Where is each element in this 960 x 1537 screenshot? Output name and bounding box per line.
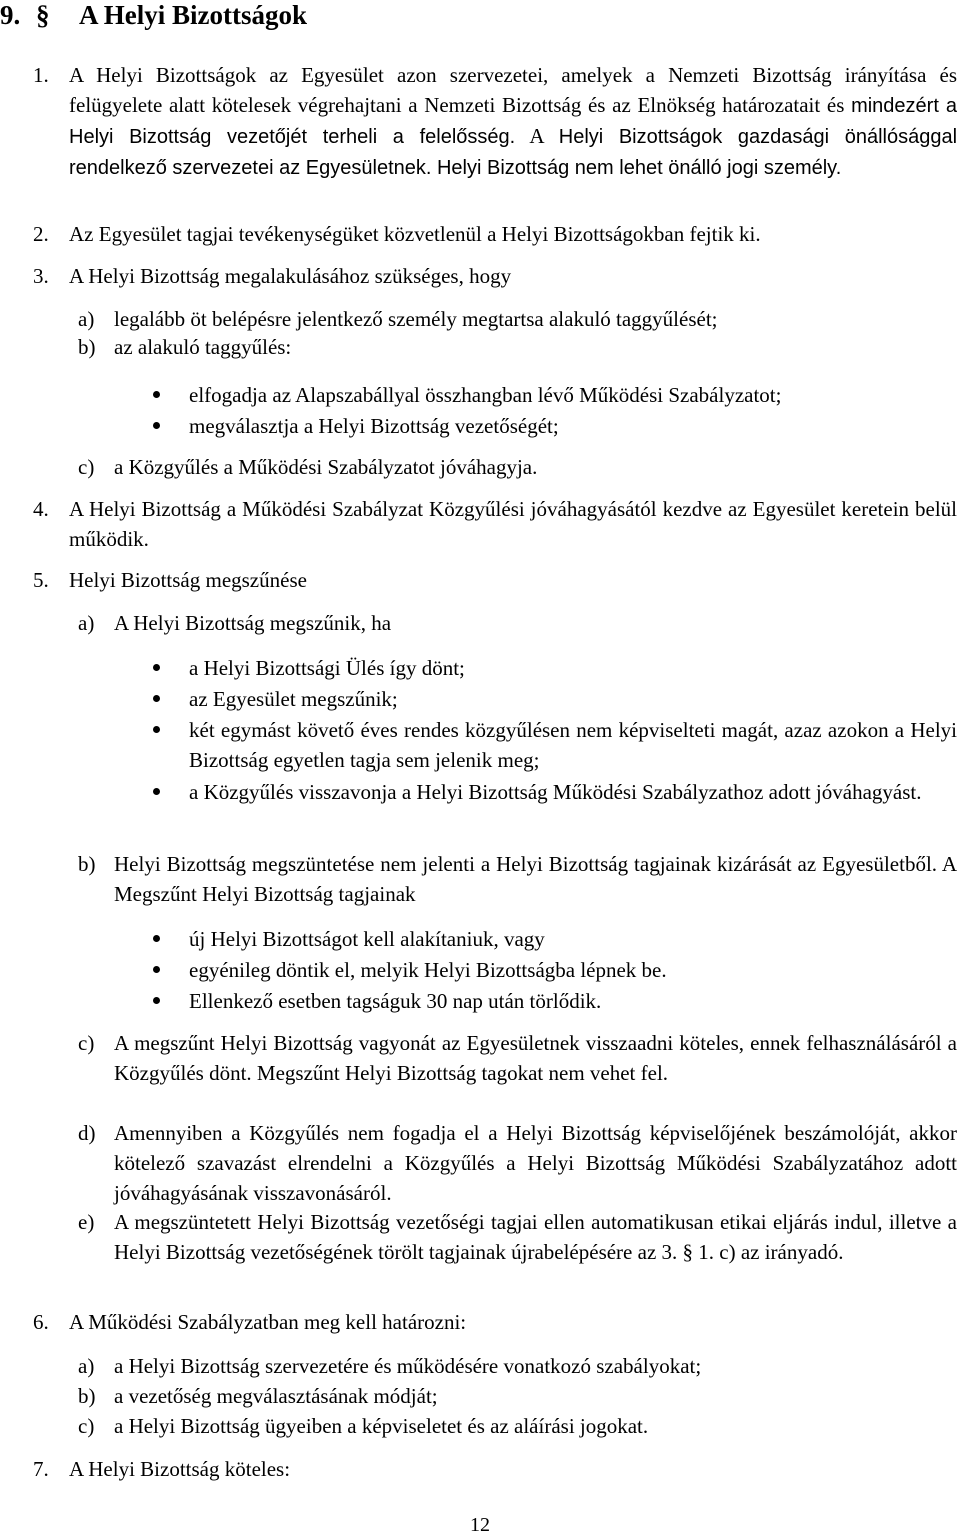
p5-label-a: a) bbox=[78, 611, 95, 635]
p3-label-c: c) bbox=[78, 455, 95, 479]
paragraph-1 bbox=[69, 60, 957, 183]
p3-item-b: az alakuló taggyűlés: bbox=[114, 335, 292, 359]
item-number-7: 7. bbox=[33, 1457, 49, 1481]
p6-item-a: a Helyi Bizottság szervezetére és működésére vonatkozó szabályokat; bbox=[114, 1354, 702, 1378]
p5-label-e: e) bbox=[78, 1210, 95, 1234]
p5-item-c: A megszűnt Helyi Bizottság vagyonát az Egyesületnek visszaadni köteles, ennek felhasználásáról a Közgyűlés dönt. Megszűnt Helyi Bizottság tagokat nem vehet fel. bbox=[114, 1031, 957, 1085]
paragraph-3: A Helyi Bizottság megalakulásához szükséges, hogy bbox=[69, 264, 512, 288]
paragraph-1-serif-lead: A Helyi Bizottságok az Egyesület azon szervezetei, amelyek a Nemzeti Bizottság irányítása és felügyelete alatt kötelesek végrehajtani a Nemzeti Bizottság és az Elnökség határozatait és bbox=[69, 63, 957, 117]
p5-b-bullet-3: Ellenkező esetben tagságuk 30 nap után törlődik. bbox=[189, 989, 602, 1013]
p5-b-bullet-1: új Helyi Bizottságot kell alakítaniuk, vagy bbox=[189, 927, 545, 951]
p5-a-bullet-3: két egymást követő éves rendes közgyűlésen nem képviselteti magát, azaz azokon a Helyi Bizottság egyetlen tagja sem jelenik meg; bbox=[189, 718, 957, 772]
p3-item-a: legalább öt belépésre jelentkező személy megtartsa alakuló taggyűlését; bbox=[114, 307, 718, 331]
paragraph-4: A Helyi Bizottság a Működési Szabályzat Közgyűlési jóváhagyásától kezdve az Egyesület keretein belül működik. bbox=[69, 497, 957, 551]
p5-a-bullet-1: a Helyi Bizottsági Ülés így dönt; bbox=[189, 656, 465, 680]
p5-label-b: b) bbox=[78, 852, 96, 876]
p5-b-bullet-2: egyénileg döntik el, melyik Helyi Bizottságba lépnek be. bbox=[189, 958, 667, 982]
item-number-3: 3. bbox=[33, 264, 49, 288]
paragraph-6: A Működési Szabályzatban meg kell határozni: bbox=[69, 1310, 467, 1334]
p5-label-d: d) bbox=[78, 1121, 96, 1145]
paragraph-1-serif-mid: A bbox=[529, 124, 544, 148]
paragraph-5: Helyi Bizottság megszűnése bbox=[69, 568, 307, 592]
item-number-1: 1. bbox=[33, 63, 49, 87]
item-number-4: 4. bbox=[33, 497, 49, 521]
p3-item-c: a Közgyűlés a Működési Szabályzatot jóváhagyja. bbox=[114, 455, 538, 479]
p6-label-b: b) bbox=[78, 1384, 96, 1408]
p5-item-b: Helyi Bizottság megszüntetése nem jelenti a Helyi Bizottság tagjainak kizárását az Egyesületből. A Megszűnt Helyi Bizottság tagjainak bbox=[114, 852, 957, 906]
p5-a-bullet-2: az Egyesület megszűnik; bbox=[189, 687, 398, 711]
p6-label-c: c) bbox=[78, 1414, 95, 1438]
p5-label-c: c) bbox=[78, 1031, 95, 1055]
paragraph-7: A Helyi Bizottság köteles: bbox=[69, 1457, 291, 1481]
page-number: 12 bbox=[470, 1514, 490, 1536]
item-number-5: 5. bbox=[33, 568, 49, 592]
p6-item-b: a vezetőség megválasztásának módját; bbox=[114, 1384, 438, 1408]
p3-bullet-2: megválasztja a Helyi Bizottság vezetőségét; bbox=[189, 414, 559, 438]
section-symbol: § bbox=[36, 0, 50, 30]
p3-label-b: b) bbox=[78, 335, 96, 359]
heading-number: 9. bbox=[0, 0, 21, 30]
p5-item-d: Amennyiben a Közgyűlés nem fogadja el a Helyi Bizottság képviselőjének beszámolóját, akkor kötelező szavazást elrendelni a Közgyűlés a Helyi Bizottság Működési Szabályzatához adott jóváhagyásának visszavonásáról. bbox=[114, 1121, 957, 1205]
item-number-6: 6. bbox=[33, 1310, 49, 1334]
paragraph-1-sans-rest: mindezért a Helyi Bizottság vezetőjét terheli a felelősség. bbox=[69, 95, 957, 148]
p6-label-a: a) bbox=[78, 1354, 95, 1378]
p3-bullet-1: elfogadja az Alapszabállyal összhangban lévő Működési Szabályzatot; bbox=[189, 383, 782, 407]
p3-label-a: a) bbox=[78, 307, 95, 331]
item-number-2: 2. bbox=[33, 222, 49, 246]
p5-item-a: A Helyi Bizottság megszűnik, ha bbox=[114, 611, 392, 635]
p5-a-bullet-4: a Közgyűlés visszavonja a Helyi Bizottság Működési Szabályzathoz adott jóváhagyást. bbox=[189, 780, 922, 804]
p5-item-e: A megszüntetett Helyi Bizottság vezetőségi tagjai ellen automatikusan etikai eljárás indul, illetve a Helyi Bizottság vezetőségének törölt tagjainak újrabelépésére az 3. § 1. c) az irányadó. bbox=[114, 1210, 957, 1264]
paragraph-2: Az Egyesület tagjai tevékenységüket közvetlenül a Helyi Bizottságokban fejtik ki. bbox=[69, 222, 761, 246]
p6-item-c: a Helyi Bizottság ügyeiben a képviseletet és az aláírási jogokat. bbox=[114, 1414, 649, 1438]
section-heading bbox=[0, 0, 307, 30]
paragraph-1-sans-tail: Helyi Bizottságok gazdasági önállósággal rendelkező szervezetei az Egyesületnek. Helyi Bizottság nem lehet önálló jogi személy. bbox=[69, 126, 958, 179]
heading-title: A Helyi Bizottságok bbox=[79, 0, 307, 30]
